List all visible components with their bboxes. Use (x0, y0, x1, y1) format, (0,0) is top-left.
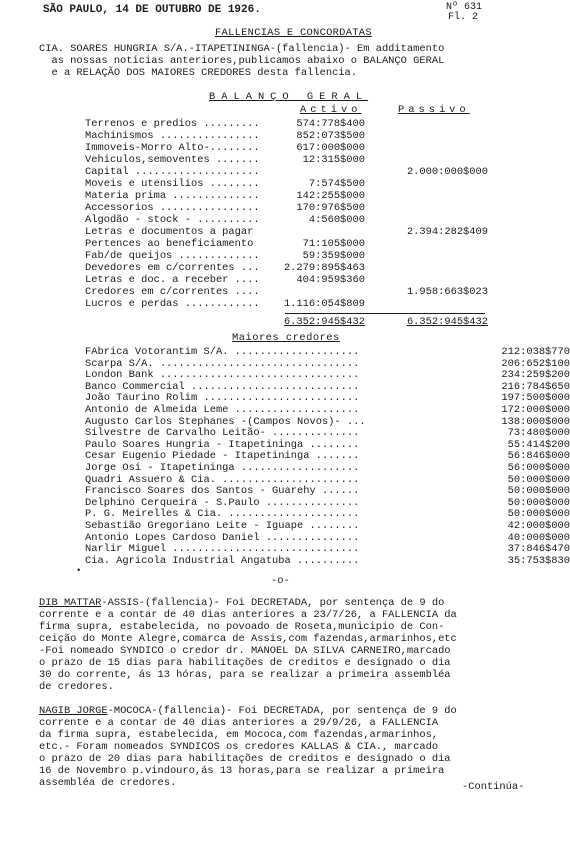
creditor-amount: 50:000$000 (507, 496, 570, 509)
balance-row-label: Devedores em c/correntes ... (85, 262, 260, 274)
creditor-amount: 212:038$770 (501, 346, 570, 358)
balance-row-label: Terrenos e predios ......... (85, 118, 260, 130)
dib-notice-line: corrente e a contar de 40 dias anteriores a 23/7/26, a FALLENCIA da (39, 609, 457, 621)
creditor-name: London Bank ................................ (85, 369, 360, 382)
document-number: Nº 631 (446, 2, 483, 13)
nagib-notice-line: da firma supra, estabelecida, em Mococa,com fazendas,armarinhos, (39, 729, 439, 741)
balance-row-label: Machinismos ................ (85, 130, 260, 142)
creditor-amount: 37:846$470 (507, 543, 570, 556)
passive-column-header: Passivo (398, 104, 470, 116)
creditor-amount: 216:784$650 (501, 380, 570, 393)
cia-notice-line: e a RELAÇÃO DOS MAIORES CREDORES desta fallencia. (39, 67, 358, 79)
balance-row-label: Immoveis-Morro Alto-........ (85, 142, 260, 154)
creditor-name: Silvestre de Carvalho Leitão- .............. (85, 427, 360, 440)
nagib-notice-line: assembléa de credores. (39, 777, 177, 789)
creditor-name: Antonio Lopes Cardoso Daniel ............... (85, 531, 360, 544)
balance-row-label: Capital .................... (85, 166, 260, 178)
creditor-amount: 206:652$100 (501, 357, 570, 370)
balance-row-label: Fab/de queijos ............. (85, 250, 260, 262)
creditor-amount: 42:000$000 (507, 520, 570, 532)
creditor-amount: 50:000$000 (507, 485, 570, 498)
creditor-name: Cia. Agricola Industrial Angatuba .......... (85, 554, 360, 567)
cia-notice-line: as nossas noticias anteriores,publicamos abaixo o BALANÇO GERAL (39, 55, 445, 67)
nagib-name: NAGIB JORGE (39, 705, 108, 717)
total-active: 6.352:945$432 (283, 316, 365, 328)
dib-notice-line: ceição do Monte Alegre,comarca de Assis,com fazendas,armarinhos,etc (39, 633, 457, 645)
nagib-notice (39, 705, 549, 789)
document-date: SÃO PAULO, 14 DE OUTUBRO DE 1926. (43, 4, 261, 16)
balance-row-active: 59:359$000 (302, 250, 365, 262)
creditor-amount: 50:000$000 (507, 508, 570, 521)
creditor-amount: 50:000$000 (507, 473, 570, 486)
dib-notice-line: -Foi nomeado SYNDICO o credor dr. MANOEL DA SILVA CARNEIRO,marcado (39, 645, 451, 657)
balance-row-label: Lucros e perdas ............ (85, 298, 260, 310)
creditor-name: P. G. Meirelles & Cia. ..................... (85, 508, 360, 521)
cia-notice (39, 43, 549, 79)
balance-row-active: 7:574$500 (308, 178, 365, 190)
dib-notice-line: de credores. (39, 681, 114, 693)
total-rule (285, 313, 485, 314)
balance-row-passive: 2.394:282$409 (406, 226, 488, 238)
balance-row-active: 617:000$000 (296, 142, 365, 154)
creditor-name: FAbrica Votorantim S/A. .................... (85, 346, 360, 358)
nagib-notice-line: o prazo de 20 dias para habilitações de creditos e designado o dia (39, 753, 451, 765)
balance-row-label: Materia prima .............. (85, 190, 260, 202)
continua-label: -Continúa- (462, 781, 525, 793)
balance-row-active: 12:315$000 (302, 154, 365, 166)
balance-row-active: 142:255$000 (296, 190, 365, 202)
creditor-name: Scarpa S/A. ................................ (85, 357, 360, 370)
balance-row-label: Vehiculos,semoventes ....... (85, 154, 260, 166)
section-title: FALLENCIAS E CONCORDATAS (215, 27, 372, 39)
balance-row-label: Algodão - stock - .......... (85, 214, 260, 226)
balance-row-passive: 2.000:000$000 (406, 166, 488, 178)
dib-name: DIB MATTAR (39, 597, 102, 609)
dib-notice-first-line: -ASSIS-(fallencia)- Foi DECRETADA, por sentença de 9 do (101, 597, 445, 609)
total-passive: 6.352:945$432 (406, 316, 488, 328)
balance-row-label: Accessorios ................ (85, 202, 260, 214)
nagib-notice-first-line: -MOCOCA-(fallencia)- Foi DECRETADA, por sentença de 9 do (107, 705, 457, 717)
balance-row-passive: 1.958:663$023 (406, 286, 488, 298)
creditor-amount: 234:259$200 (501, 369, 570, 382)
active-column-header: Activo (300, 104, 362, 116)
balance-row-label: Moveis e utensilios ........ (85, 178, 260, 190)
dib-notice-line: firma supra, estabelecida, no povoado de Roseta,municipio de Con- (39, 621, 445, 633)
nagib-notice-line: etc.- Foram nomeados SYNDICOS os credores KALLAS & CIA., marcado (39, 741, 439, 753)
separator: -o- (271, 575, 290, 587)
balance-row-active: 404:959$360 (296, 274, 365, 286)
creditor-amount: 172:000$000 (501, 404, 570, 416)
creditor-name: Banco Commercial ........................... (85, 380, 360, 393)
balance-title: BALANÇO GERAL (209, 91, 369, 103)
balance-row-active: 170:976$500 (296, 202, 365, 214)
dib-notice-line: 30 do corrente, ás 13 hóras, para se realizar a primeira assembléa (39, 669, 451, 681)
creditor-name: Quadri Assuero & Cia. ...................... (85, 473, 360, 486)
creditor-amount: 56:000$000 (507, 462, 570, 474)
nagib-notice-line: 16 de Novembro p.vindouro,ás 13 horas,para se realizar a primeira (39, 765, 445, 777)
cia-notice-line: CIA. SOARES HUNGRIA S/A.-ITAPETININGA-(fallencia)- Em additamento (39, 43, 445, 55)
nagib-notice-line: corrente e a contar de 40 dias anteriores a 29/9/26, a FALLENCIA (39, 717, 439, 729)
sheet-number: Fl. 2 (448, 12, 479, 23)
creditor-name: Narlir Miguel .............................. (85, 543, 360, 556)
creditor-amount: 55:414$200 (507, 438, 570, 451)
creditor-amount: 35:753$830 (507, 554, 570, 567)
creditor-name: Antonio de Almeida Leme .................... (85, 404, 360, 416)
creditor-name: João Taurino Rolim ......................... (85, 392, 360, 405)
creditor-name: Paulo Soares Hungria - Itapetininga ........ (85, 438, 360, 451)
creditor-amount: 56:846$000 (507, 450, 570, 463)
balance-row-label: Pertences ao beneficiamento (85, 238, 254, 250)
bullet-mark: • (76, 566, 82, 576)
creditor-amount: 197:500$000 (501, 392, 570, 405)
dib-notice-line: o prazo de 15 dias para habilitações de creditos e designado o dia (39, 657, 451, 669)
dib-notice (39, 597, 549, 693)
balance-row-label: Letras e documentos a pagar (85, 226, 254, 238)
creditor-amount: 40:000$000 (507, 531, 570, 544)
creditor-name: Francisco Soares dos Santos - Guarehy ...... (85, 485, 360, 498)
balance-row-active: 852:073$500 (296, 130, 365, 142)
creditor-name: Sebastião Gregoriano Leite - Iguape ........ (85, 520, 360, 532)
balance-row-active: 574:778$400 (296, 118, 365, 130)
creditor-name: Augusto Carlos Stephanes -(Campos Novos)- ... (85, 415, 366, 428)
creditor-name: Jorge Osi - Itapetininga ................... (85, 462, 360, 474)
balance-row-label: Credores em c/correntes .... (85, 286, 260, 298)
creditor-name: Cesar Eugenio Piedade - Itapetininga ....... (85, 450, 360, 463)
balance-row-label: Letras e doc. a receber .... (85, 274, 260, 286)
creditor-amount: 138:000$000 (501, 415, 570, 428)
creditors-title: Maiores credores (232, 332, 340, 344)
creditor-name: Delphino Cerqueira - S.Paulo ............... (85, 496, 360, 509)
balance-row-active: 4:560$000 (308, 214, 365, 226)
balance-row-active: 71:105$000 (302, 238, 365, 250)
balance-row-active: 2.279:895$463 (283, 262, 365, 274)
balance-row-active: 1.116:054$809 (283, 298, 365, 310)
creditor-amount: 73:480$000 (507, 427, 570, 440)
